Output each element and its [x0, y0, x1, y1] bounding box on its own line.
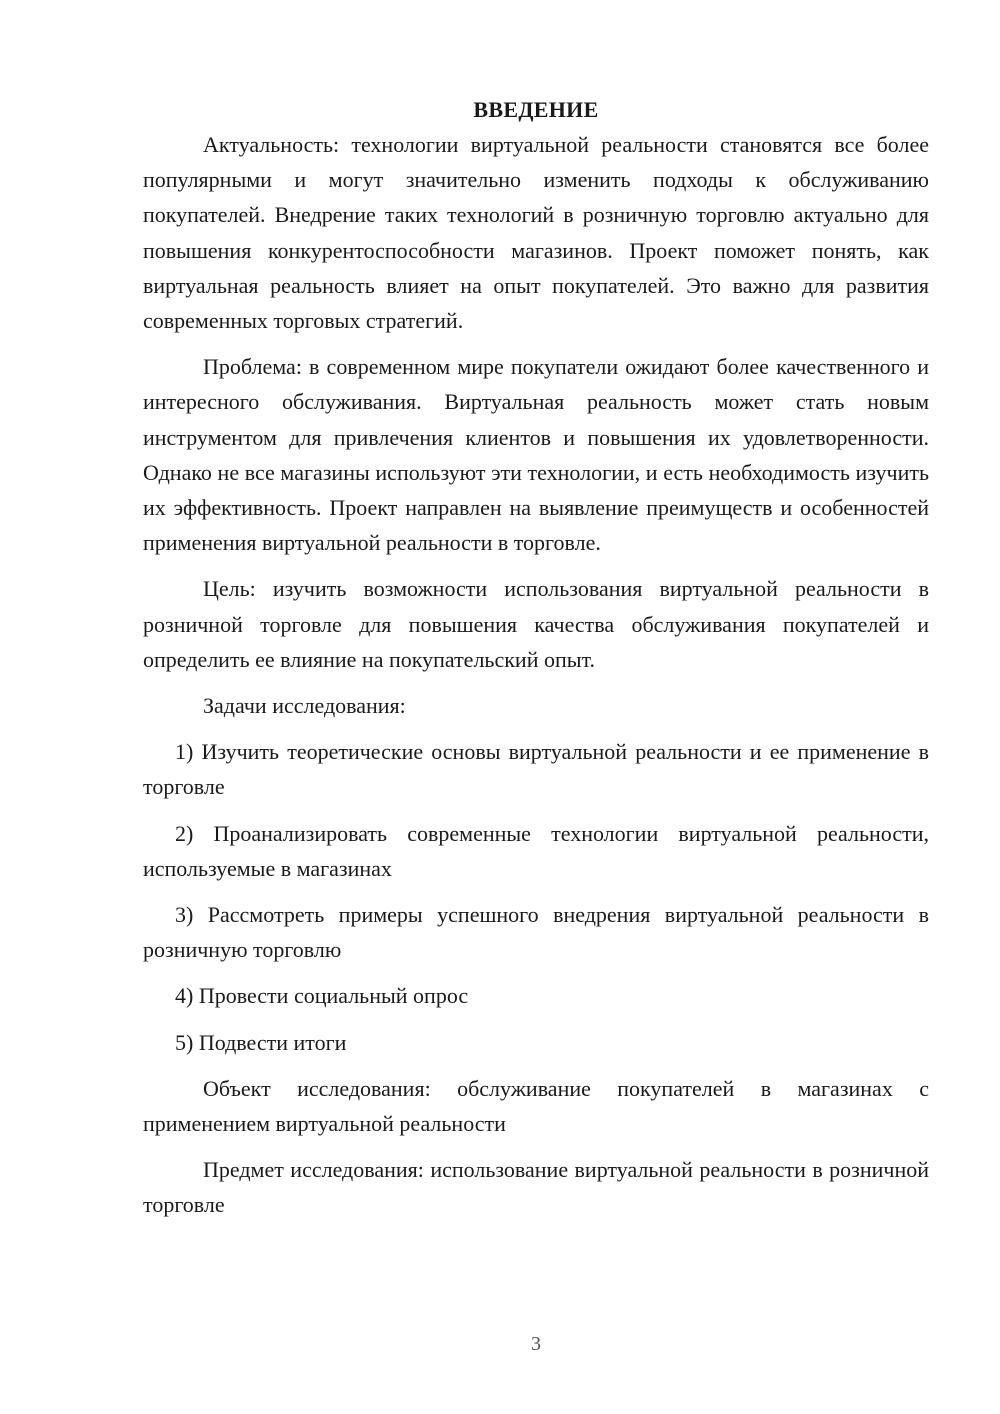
task-item-4: 4) Провести социальный опрос: [175, 983, 469, 1009]
task-item-3: 3) Рассмотреть примеры успешного внедрения виртуальной реальности в розничную торговлю: [143, 902, 929, 963]
task-item-1: 1) Изучить теоретические основы виртуальной реальности и ее применение в торговле: [143, 739, 929, 800]
page-number: 3: [531, 1333, 541, 1355]
tasks-heading: Задачи исследования:: [203, 693, 406, 719]
paragraph-relevance: Актуальность: технологии виртуальной реальности становятся все более популярными и могут значительно изменить подходы к обслуживанию покупателей. Внедрение таких технологий в розничную торговлю актуально для повышения конкурентоспособности магазинов. Проект поможет понять, как виртуальная реальность влияет на опыт покупателей. Это важно для развития современных торговых стратегий.: [143, 132, 929, 334]
document-title: ВВЕДЕНИЕ: [473, 97, 599, 122]
paragraph-subject: Предмет исследования: использование виртуальной реальности в розничной торговле: [143, 1157, 929, 1218]
paragraph-goal: Цель: изучить возможности использования виртуальной реальности в розничной торговле для повышения качества обслуживания покупателей и определить ее влияние на покупательский опыт.: [143, 576, 929, 672]
document-page: [143, 92, 929, 1223]
task-item-2: 2) Проанализировать современные технологии виртуальной реальности, используемые в магазинах: [143, 820, 929, 881]
task-item-5: 5) Подвести итоги: [175, 1029, 347, 1055]
paragraph-problem: Проблема: в современном мире покупатели ожидают более качественного и интересного обслуживания. Виртуальная реальность может стать новым инструментом для привлечения клиентов и повышения их удовлетворенности. Однако не все магазины используют эти технологии, и есть необходимость изучить их эффективность. Проект направлен на выявление преимуществ и особенностей применения виртуальной реальности в торговле.: [143, 354, 929, 556]
paragraph-object: Объект исследования: обслуживание покупателей в магазинах с применением виртуальной реальности: [143, 1075, 929, 1137]
